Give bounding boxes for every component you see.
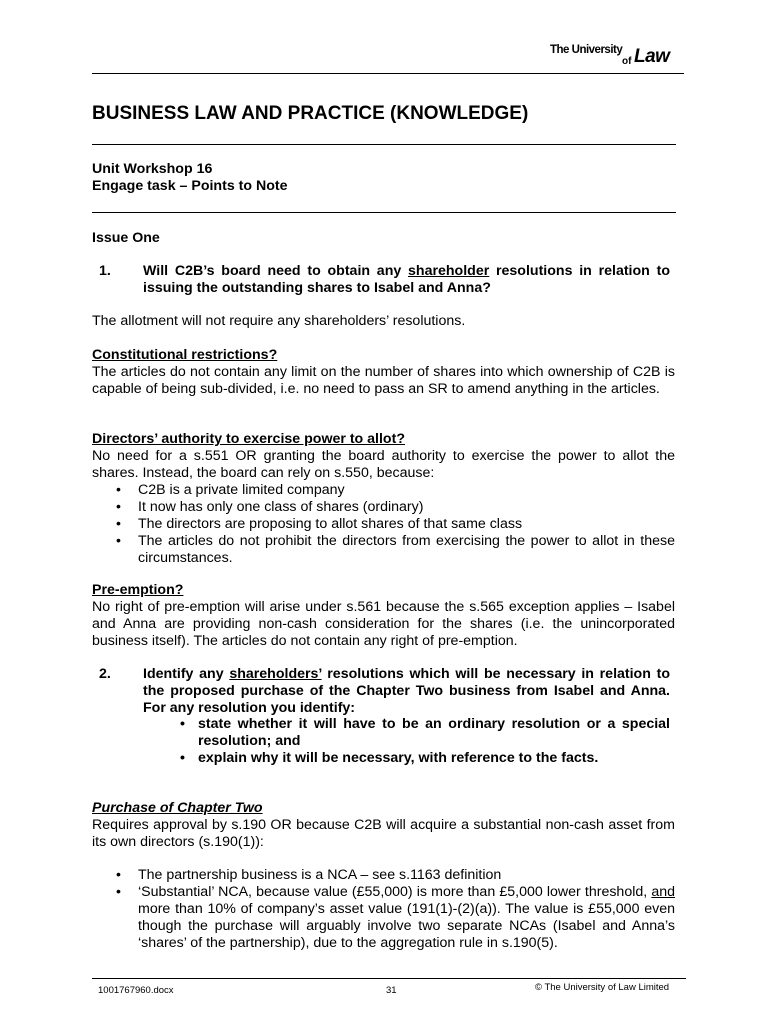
bullet-icon: • xyxy=(116,499,121,515)
list-item xyxy=(116,516,675,533)
question-1-text-post: resolutions in relation to issuing the outstanding shares to Isabel and Anna? xyxy=(143,263,670,296)
header-rule xyxy=(92,73,684,74)
constitutional-text: The articles do not contain any limit on the number of shares into which ownership of C2B is capable of being sub-divided, i.e. no need to pass an SR to amend anything in the articles. xyxy=(92,364,675,397)
preemption-heading: Pre-emption? xyxy=(92,582,184,598)
purchase-bullet-list xyxy=(116,867,675,952)
question-1-text xyxy=(143,263,670,297)
bullet-icon: • xyxy=(116,482,121,498)
question-2-bullet-list xyxy=(180,716,670,767)
list-item xyxy=(116,533,675,567)
subtitle-line-2: Engage task – Points to Note xyxy=(92,178,288,194)
list-item-text: The directors are proposing to allot shares of that same class xyxy=(138,516,523,532)
university-of-law-logo xyxy=(548,42,684,68)
footer-rule xyxy=(92,978,686,979)
question-1-text-pre: Will C2B’s board need to obtain any xyxy=(143,263,409,279)
bullet-icon: • xyxy=(116,867,121,883)
list-item-text-pre: ‘Substantial’ NCA, because value (£55,000) is more than £5,000 lower threshold, xyxy=(138,884,652,900)
question-1-number: 1. xyxy=(99,263,111,279)
constitutional-heading: Constitutional restrictions? xyxy=(92,347,278,363)
bullet-icon: • xyxy=(180,716,185,732)
list-item xyxy=(116,482,675,499)
question-2-text-pre: Identify any xyxy=(143,666,230,682)
preemption-text: No right of pre-emption will arise under s.561 because the s.565 exception applies – Isabel and Anna are providing non-cash consideration for the shares (i.e. the unincorporated business itself). The articles do not contain any right of pre-emption. xyxy=(92,599,675,649)
bullet-icon: • xyxy=(116,516,121,532)
bullet-icon: • xyxy=(180,750,185,766)
question-2-text xyxy=(143,666,670,717)
directors-bullet-list xyxy=(116,482,675,567)
subtitle-rule xyxy=(92,212,676,213)
logo-text-top: The University xyxy=(550,44,623,56)
purchase-text: Requires approval by s.190 OR because C2B will acquire a substantial non-cash asset from its own directors (s.190(1)): xyxy=(92,817,675,850)
title-rule xyxy=(92,144,676,145)
issue-heading: Issue One xyxy=(92,230,160,246)
list-item xyxy=(180,716,670,750)
directors-text: No need for a s.551 OR granting the board authority to exercise the power to allot the shares. Instead, the board can rely on s.550, because: xyxy=(92,448,675,481)
question-2-number: 2. xyxy=(99,666,111,682)
logo-text-of: of xyxy=(622,56,632,67)
purchase-heading: Purchase of Chapter Two xyxy=(92,800,263,816)
list-item-text: The articles do not prohibit the directors from exercising the power to allot in these circumstances. xyxy=(138,533,675,566)
list-item-text: explain why it will be necessary, with reference to the facts. xyxy=(198,750,599,766)
list-item-text: C2B is a private limited company xyxy=(138,482,345,498)
logo-text-law: Law xyxy=(634,46,670,67)
subtitle-block xyxy=(92,161,288,195)
footer-copyright: © The University of Law Limited xyxy=(535,982,670,993)
list-item xyxy=(116,867,675,884)
list-item-text: state whether it will have to be an ordinary resolution or a special resolution; and xyxy=(198,716,670,749)
list-item-text-post: more than 10% of company’s asset value (191(1)-(2)(a)). The value is £55,000 even though the purchase will arguably involve two separate NCAs (Isabel and Anna’s ‘shares’ of the partnership), due to the aggregation rule in s.190(5). xyxy=(138,901,675,951)
list-item-text: It now has only one class of shares (ordinary) xyxy=(138,499,424,515)
document-title: BUSINESS LAW AND PRACTICE (KNOWLEDGE) xyxy=(92,103,529,124)
question-2-text-post: resolutions which will be necessary in relation to the proposed purchase of the Chapter Two business from Isabel and Anna. For any resolution you identify: xyxy=(143,666,670,716)
question-2-text-underlined: shareholders’ xyxy=(229,666,322,682)
directors-heading: Directors’ authority to exercise power to allot? xyxy=(92,431,405,447)
question-1-text-underlined: shareholder xyxy=(408,263,490,279)
list-item xyxy=(180,750,670,767)
list-item-text-underlined: and xyxy=(651,884,675,900)
list-item-text: The partnership business is a NCA – see s.1163 definition xyxy=(138,867,502,883)
footer-doc-ref: 1001767960.docx xyxy=(98,985,174,996)
list-item xyxy=(116,499,675,516)
list-item xyxy=(116,884,675,952)
subtitle-line-1: Unit Workshop 16 xyxy=(92,161,213,177)
footer-page-number: 31 xyxy=(386,985,397,996)
answer-intro: The allotment will not require any shareholders’ resolutions. xyxy=(92,313,466,329)
bullet-icon: • xyxy=(116,884,121,900)
bullet-icon: • xyxy=(116,533,121,549)
